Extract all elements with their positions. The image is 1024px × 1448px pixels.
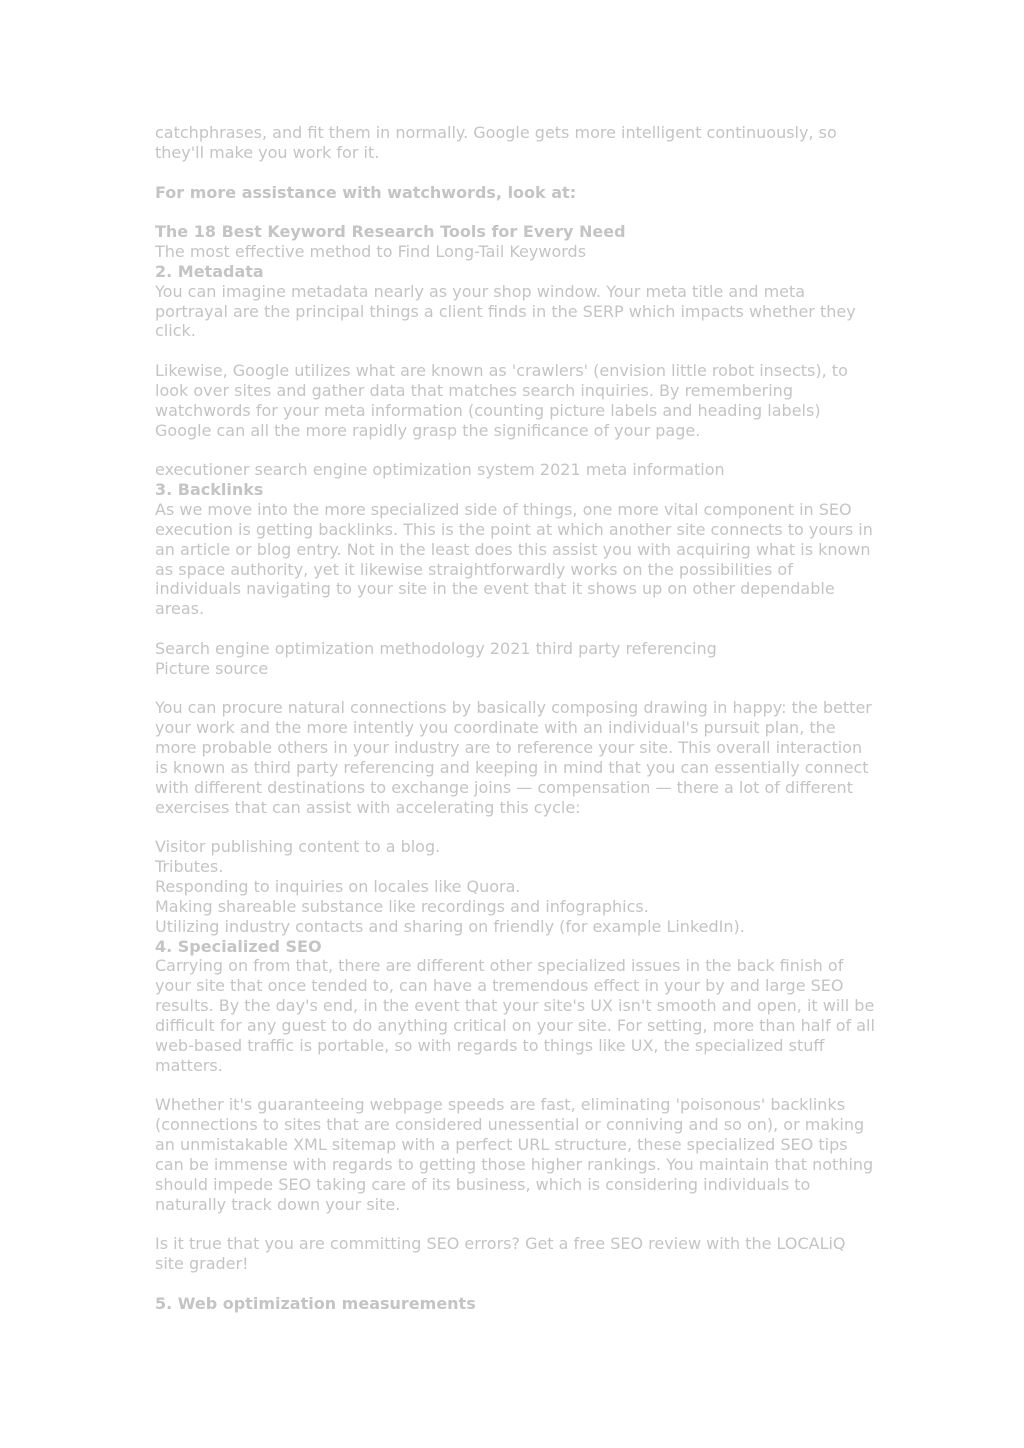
spacer: [155, 619, 875, 639]
section-heading-specialized-seo: 4. Specialized SEO: [155, 936, 322, 956]
specialized-paragraph-2: Whether it's guaranteeing webpage speeds are fast, eliminating 'poisonous' backlinks (connections to sites that are considered unessential or conniving and so on), or making an unmistakable XML sitemap with a perfect URL structure, these specialized SEO tips can be immense with regards to getting those higher rankings. You maintain that nothing should impede SEO taking care of its business, which is considering individuals to naturally track down your site.: [155, 1095, 874, 1214]
metadata-paragraph-1: You can imagine metadata nearly as your shop window. Your meta title and meta portrayal are the principal things a client finds in the SERP which impacts whether they click.: [155, 281, 856, 341]
list-item: Utilizing industry contacts and sharing on friendly (for example LinkedIn).: [155, 916, 745, 936]
list-item: Making shareable substance like recordings and infographics.: [155, 896, 649, 916]
seo-review-cta: Is it true that you are committing SEO errors? Get a free SEO review with the LOCALiQ site grader!: [155, 1234, 846, 1274]
metadata-paragraph-2: Likewise, Google utilizes what are known as 'crawlers' (envision little robot insects), to look over sites and gather data that matches search inquiries. By remembering watchwords for your meta information (counting picture labels and heading labels) Google can all the more rapidly grasp the significance of your page.: [155, 361, 848, 440]
backlinks-paragraph-1: As we move into the more specialized side of things, one more vital component in SEO execution is getting backlinks. This is the point at which another site connects to yours in an article or blog entry. Not in the least does this assist you with acquiring what is known as space authority, yet it likewise straightforwardly works on the possibilities of individuals navigating to your site in the event that it shows up on other dependable areas.: [155, 500, 873, 619]
spacer: [155, 202, 875, 222]
assist-heading: For more assistance with watchwords, look at:: [155, 182, 577, 202]
section-heading-backlinks: 3. Backlinks: [155, 480, 264, 500]
spacer: [155, 1076, 875, 1096]
spacer: [155, 341, 875, 361]
metadata-image-caption: executioner search engine optimization system 2021 meta information: [155, 460, 725, 480]
tool-link-keyword-research: The 18 Best Keyword Research Tools for Every Need: [155, 222, 626, 242]
backlinks-paragraph-2: You can procure natural connections by basically composing drawing in happy: the better your work and the more intently you coordinate with an individual's pursuit plan, the more probable others in your industry are to reference your site. This overall interaction is known as third party referencing and keeping in mind that you can essentially connect with different destinations to exchange joins — compensation — there a lot of different exercises that can assist with accelerating this cycle:: [155, 698, 872, 817]
intro-paragraph-tail: catchphrases, and fit them in normally. Google gets more intelligent continuously, so they'll make you work for it.: [155, 123, 837, 162]
list-item: Visitor publishing content to a blog.: [155, 837, 441, 857]
backlinks-image-caption: Search engine optimization methodology 2021 third party referencing: [155, 638, 717, 658]
document-body: [155, 123, 875, 1314]
specialized-paragraph-1: Carrying on from that, there are different other specialized issues in the back finish of your site that once tended to, can have a tremendous effect in your by and large SEO results. By the day's end, in the event that your site's UX isn't smooth and open, it will be difficult for any guest to do anything critical on your site. For setting, more than half of all web-based traffic is portable, so with regards to things like UX, the specialized stuff matters.: [155, 956, 875, 1075]
spacer: [155, 818, 875, 838]
list-item: Responding to inquiries on locales like Quora.: [155, 877, 521, 897]
section-heading-metadata: 2. Metadata: [155, 261, 264, 281]
section-heading-web-optimization: 5. Web optimization measurements: [155, 1293, 476, 1313]
spacer: [155, 1214, 875, 1234]
spacer: [155, 1274, 875, 1294]
spacer: [155, 163, 875, 183]
list-item: Tributes.: [155, 857, 224, 877]
spacer: [155, 441, 875, 461]
picture-source: Picture source: [155, 658, 269, 678]
tool-link-long-tail: The most effective method to Find Long-Tail Keywords: [155, 242, 587, 262]
spacer: [155, 679, 875, 699]
